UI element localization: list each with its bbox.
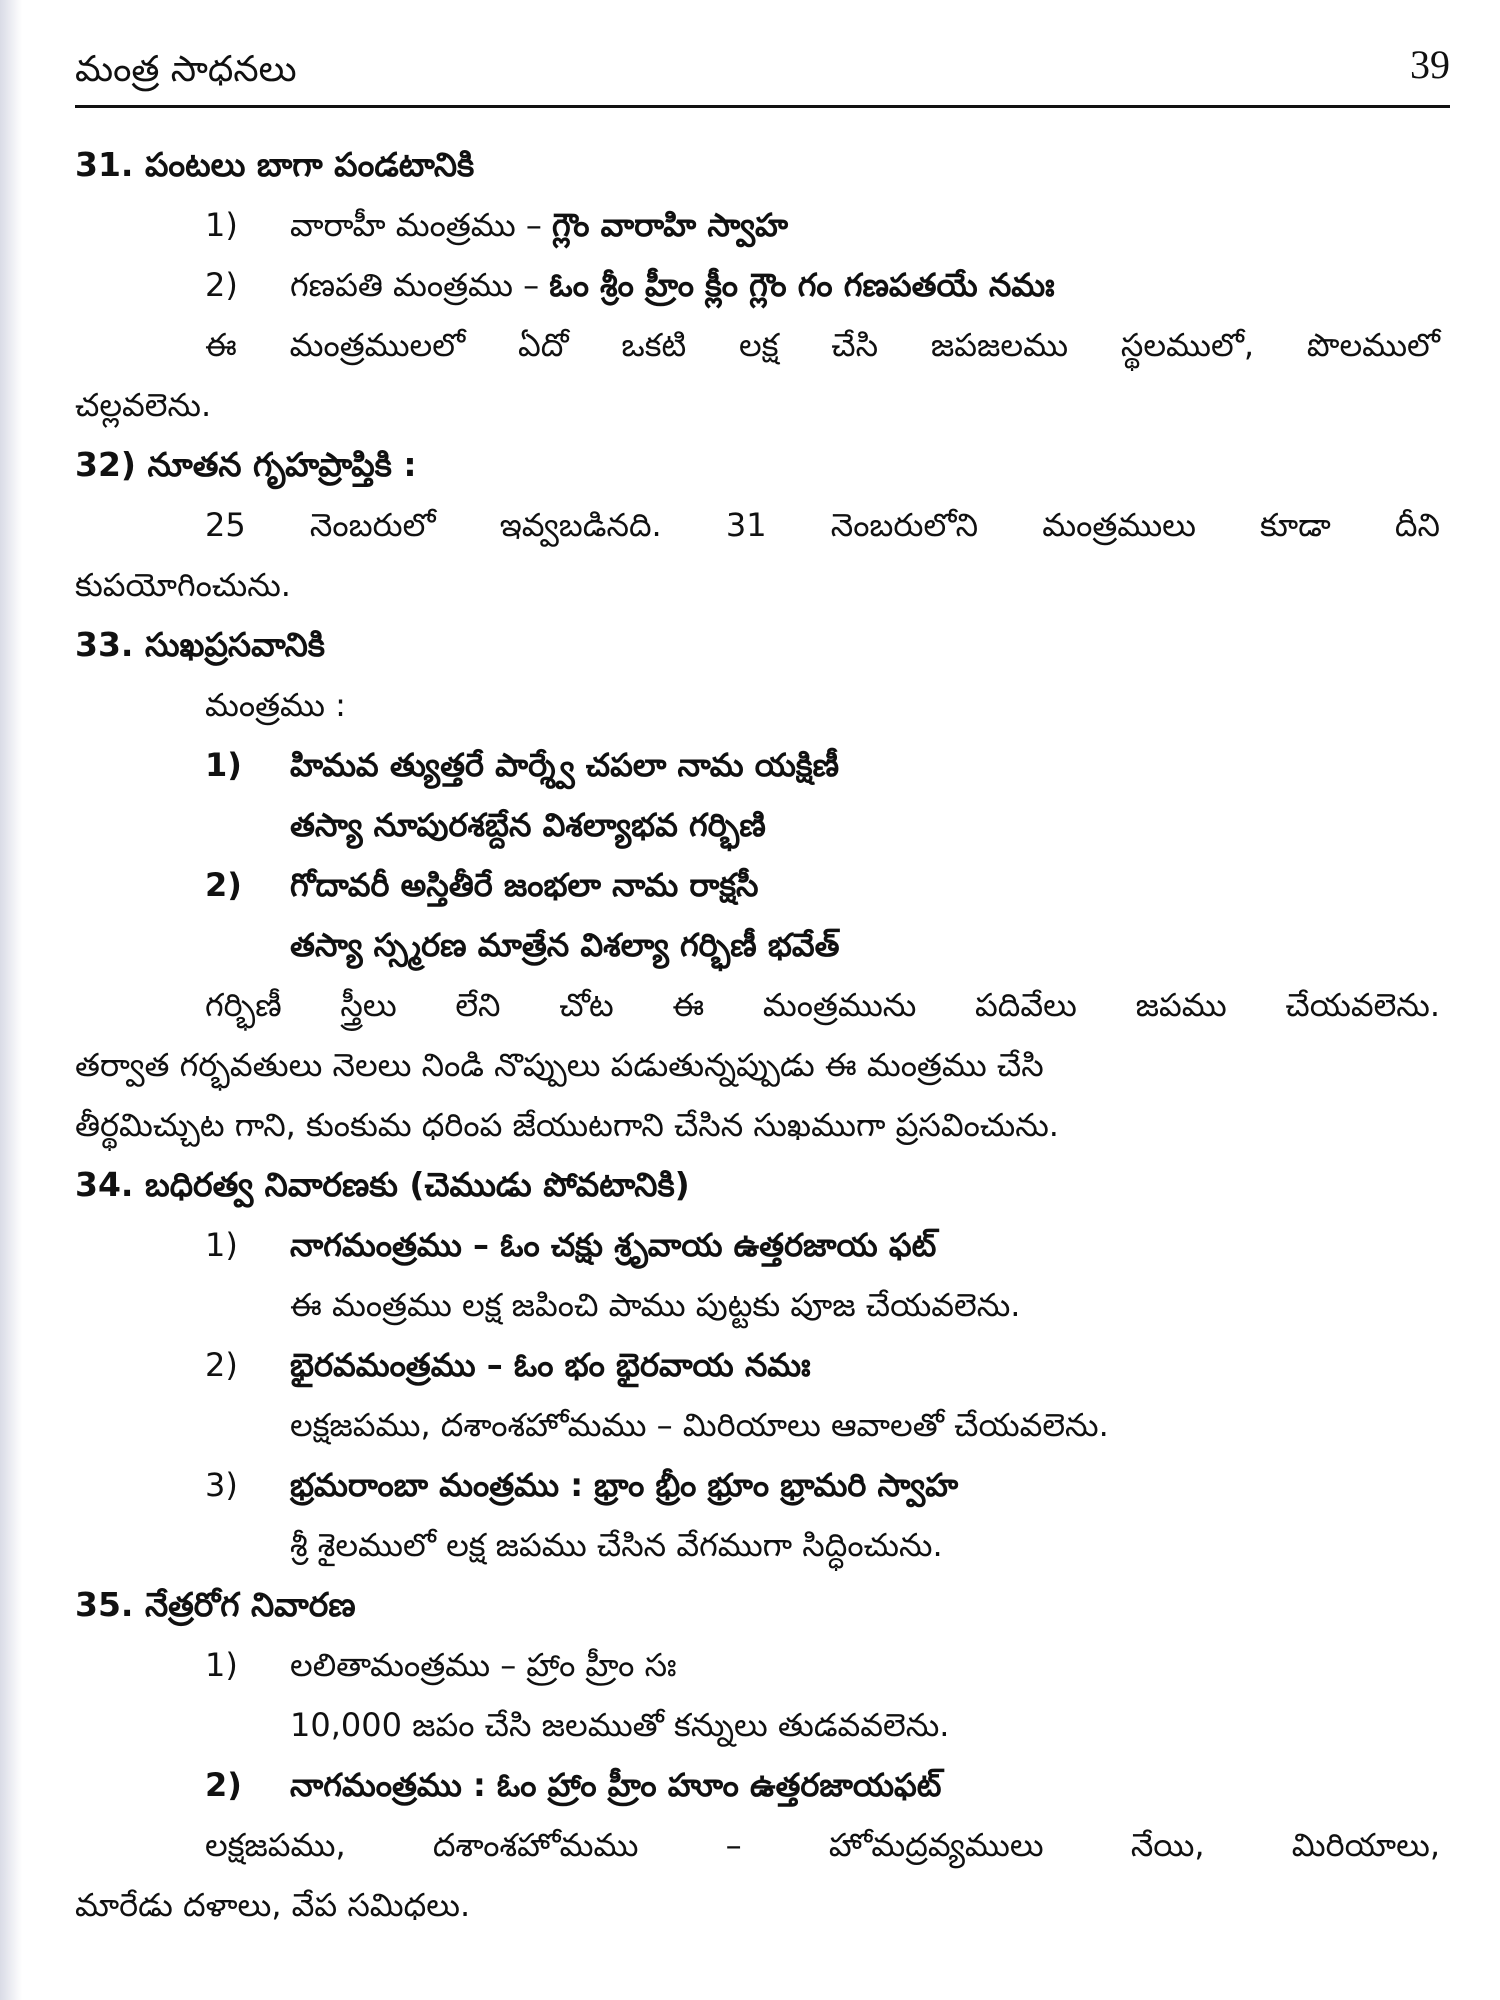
mantra-text: లలితామంత్రము – హ్రాం హ్రీం సః bbox=[290, 1646, 677, 1684]
section-31-paragraph-line-1: ఈ మంత్రములలో ఏదో ఒకటి లక్ష చేసి జపజలము స్థలములో, పొలములో bbox=[205, 326, 1440, 364]
item-number: 3) bbox=[205, 1466, 238, 1504]
item-number: 2) bbox=[205, 1346, 238, 1384]
section-34-item-2 bbox=[75, 1335, 1440, 1395]
section-35-item-1 bbox=[75, 1635, 1440, 1695]
section-33-mantra-2-line-2: తస్యా స్స్మరణ మాత్రేన విశల్యా గర్భిణీ భవేత్ bbox=[290, 926, 840, 964]
section-31-item-1 bbox=[75, 195, 1440, 255]
item-number: 2) bbox=[205, 866, 242, 904]
section-34-item-3-note: శ్రీ శైలములో లక్ష జపము చేసిన వేగముగా సిద్ధించును. bbox=[290, 1526, 943, 1564]
section-35-paragraph-line-1: లక్షజపము, దశాంశహోమము – హోమద్రవ్యములు నేయి, మిరియాలు, bbox=[205, 1826, 1440, 1864]
section-35-paragraph-line-2: మారేడు దళాలు, వేప సమిధలు. bbox=[75, 1886, 471, 1924]
page-body bbox=[75, 135, 1440, 1935]
mantra-line: హిమవ త్యుత్తరే పార్శ్వే చపలా నామ యక్షిణీ bbox=[290, 746, 840, 784]
page-number: 39 bbox=[1410, 42, 1450, 87]
mantra-text: గ్లౌం వారాహి స్వాహ bbox=[552, 206, 789, 244]
section-32-paragraph-line-2: కుపయోగించును. bbox=[75, 566, 291, 604]
section-35-item-1-note: 10,000 జపం చేసి జలముతో కన్నులు తుడవవలెను. bbox=[290, 1706, 950, 1744]
section-31-item-2 bbox=[75, 255, 1440, 315]
item-number: 1) bbox=[205, 746, 242, 784]
mantra-name: గణపతి మంత్రము – bbox=[290, 266, 550, 304]
item-text bbox=[290, 255, 1055, 315]
item-number: 1) bbox=[205, 1226, 238, 1264]
mantra-label: మంత్రము : bbox=[205, 686, 346, 724]
mantra-text: భైరవమంత్రము – ఓం భం భైరవాయ నమః bbox=[290, 1346, 811, 1384]
section-32-paragraph-line-1: 25 నెంబరులో ఇవ్వబడినది. 31 నెంబరులోని మంత్రములు కూడా దీని bbox=[205, 506, 1440, 544]
section-33-paragraph-line-1: గర్భిణీ స్త్రీలు లేని చోట ఈ మంత్రమును పదివేలు జపము చేయవలెను. bbox=[205, 986, 1440, 1024]
item-text bbox=[290, 195, 788, 255]
item-number: 1) bbox=[205, 206, 238, 244]
mantra-text: భ్రమరాంబా మంత్రము : భ్రాం భ్రీం భ్రూం భ్రామరి స్వాహ bbox=[290, 1466, 959, 1504]
section-35-heading: 35. నేత్రరోగ నివారణ bbox=[75, 1585, 356, 1624]
section-34-item-3 bbox=[75, 1455, 1440, 1515]
section-33-heading: 33. సుఖప్రసవానికి bbox=[75, 625, 326, 664]
item-number: 1) bbox=[205, 1646, 238, 1684]
section-34-item-1 bbox=[75, 1215, 1440, 1275]
mantra-text: నాగమంత్రము : ఓం హ్రాం హ్రీం హూం ఉత్తరజాయఫట్ bbox=[290, 1766, 942, 1804]
page-edge-shade bbox=[0, 0, 22, 2000]
section-34-item-1-note: ఈ మంత్రము లక్ష జపించి పాము పుట్టకు పూజ చేయవలెను. bbox=[290, 1286, 1021, 1324]
section-31-paragraph-line-2: చల్లవలెను. bbox=[75, 386, 212, 424]
section-34-heading: 34. బధిరత్వ నివారణకు (చెముడు పోవటానికి) bbox=[75, 1165, 690, 1204]
mantra-line: గోదావరీ అస్తితీరే జంభలా నామ రాక్షసీ bbox=[290, 866, 759, 904]
section-34-item-2-note: లక్షజపము, దశాంశహోమము – మిరియాలు ఆవాలతో చేయవలెను. bbox=[290, 1406, 1109, 1444]
item-number: 2) bbox=[205, 266, 238, 304]
section-33-mantra-2 bbox=[75, 855, 1440, 915]
section-33-paragraph-line-2: తర్వాత గర్భవతులు నెలలు నిండి నొప్పులు పడుతున్నప్పుడు ఈ మంత్రము చేసి bbox=[75, 1046, 1044, 1084]
section-35-item-2 bbox=[75, 1755, 1440, 1815]
mantra-text: నాగమంత్రము – ఓం చక్షు శ్రృవాయ ఉత్తరజాయ ఫట్ bbox=[290, 1226, 937, 1264]
mantra-text: ఓం శ్రీం హ్రీం క్లీం గ్లౌం గం గణపతయే నమః bbox=[549, 266, 1055, 304]
section-31-heading: 31. పంటలు బాగా పండటానికి bbox=[75, 145, 475, 184]
section-32-heading: 32) నూతన గృహప్రాప్తికి : bbox=[75, 445, 417, 484]
item-number: 2) bbox=[205, 1766, 242, 1804]
running-title: మంత్ర సాధనలు bbox=[75, 49, 297, 90]
mantra-name: వారాహీ మంత్రము – bbox=[290, 206, 553, 244]
section-33-paragraph-line-3: తీర్థమిచ్చుట గాని, కుంకుమ ధరింప జేయుటగాని చేసిన సుఖముగా ప్రసవించును. bbox=[75, 1106, 1059, 1144]
section-33-mantra-1 bbox=[75, 735, 1440, 795]
section-33-mantra-1-line-2: తస్యా నూపురశబ్దేన విశల్యాభవ గర్భిణి bbox=[290, 806, 766, 844]
page-header bbox=[75, 35, 1450, 108]
